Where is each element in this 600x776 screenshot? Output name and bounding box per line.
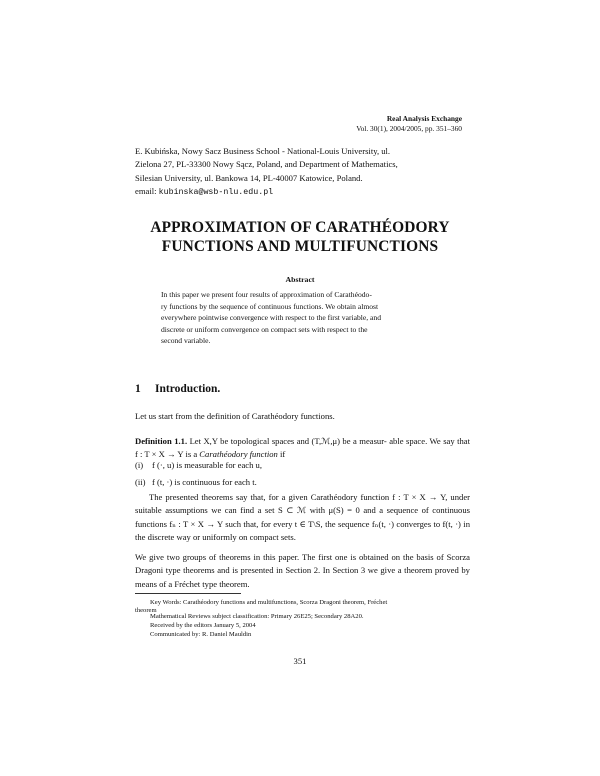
groups-paragraph (135, 551, 470, 591)
definition-item (135, 476, 470, 489)
definition-text: able space. We say that f : T × X → Y is a (135, 436, 470, 460)
section-title: Introduction. (155, 383, 221, 395)
abstract-body (161, 289, 441, 347)
item-text: f (·, u) is measurable for each u, (152, 460, 262, 470)
item-marker: (i) (135, 460, 144, 470)
abstract-heading: Abstract (285, 275, 315, 284)
definition-term: Carathéodory function (199, 449, 278, 460)
abstract-line: discrete or uniform convergence on compact sets with respect to the (161, 324, 368, 334)
footnote-msc: Mathematical Reviews subject classification: Primary 26E25; Secondary 28A20. (150, 613, 364, 620)
paper-title (100, 218, 500, 256)
item-text: f (t, ·) is continuous for each t. (152, 477, 257, 487)
definition-text: if (280, 449, 286, 460)
section-heading (135, 383, 220, 395)
footnote-communicated: Communicated by: R. Daniel Mauldin (150, 631, 252, 638)
author-email-line (135, 185, 470, 199)
abstract-line: ry functions by the sequence of continuous functions. We obtain almost (161, 301, 379, 311)
email-label: email: (135, 185, 157, 196)
footnote-keywords: Key Words: Carathéodory functions and multifunctions, Scorza Dragoni theorem, Fréchet (150, 599, 388, 606)
paragraph-line: μ(S) = 0 and a sequence of continuous functions fₙ : T × X → Y such that, (135, 505, 470, 529)
abstract-line: everywhere pointwise convergence with respect to the first variable, and (161, 313, 381, 323)
paragraph-line: or uniformly on compact sets. (193, 531, 296, 542)
title-line: APPROXIMATION OF CARATHÉODORY (150, 219, 450, 236)
email-link[interactable]: kubinska@wsb-nlu.edu.pl (158, 187, 274, 197)
paragraph-line: for every t ∈ T\S, the sequence fₙ(t, ·) converges to f(t, ·) in the discrete way (135, 518, 470, 542)
footnote-rule (135, 593, 241, 594)
paragraph-line: T × X → Y, under suitable assumptions we can find a set S ⊂ ℳ with (135, 492, 470, 516)
definition-text: Let X,Y be topological spaces and (T,ℳ,μ) be a measur- (189, 436, 387, 446)
title-line: FUNCTIONS AND MULTIFUNCTIONS (161, 238, 439, 255)
definition-item (135, 459, 470, 472)
affiliation-line: Silesian University, ul. Bankowa 14, PL-40007 Katowice, Poland. (135, 172, 363, 183)
paragraph-line: The presented theorems say that, for a given Carathéodory function f : (149, 492, 401, 502)
footnote-keywords-cont: theorem (135, 607, 157, 614)
definition-label: Definition 1.1. (135, 436, 188, 446)
affiliation-line: Zielona 27, PL-33300 Nowy Sącz, Poland, and Department of Mathematics, (135, 159, 398, 170)
paragraph-line: We give two groups of theorems in this paper. The first one is obtained on (135, 552, 401, 562)
page-number: 351 (293, 656, 307, 666)
presented-paragraph (135, 491, 470, 544)
journal-name: Real Analysis Exchange (386, 114, 462, 123)
definition-block (135, 435, 470, 462)
paragraph-line: the basis of Scorza Dragoni type theorems and is presented in Section 2. In (135, 552, 470, 576)
affiliation-line: E. Kubińska, Nowy Sacz Business School - National-Louis University, ul. (135, 146, 391, 156)
intro-paragraph: Let us start from the definition of Carathéodory functions. (135, 411, 335, 421)
item-marker: (ii) (135, 477, 146, 487)
author-affiliation (135, 145, 470, 199)
journal-header (356, 114, 462, 133)
section-number: 1 (135, 383, 141, 395)
footnote-received: Received by the editors January 5, 2004 (150, 622, 256, 629)
journal-volume: Vol. 30(1), 2004/2005, pp. 351–360 (356, 123, 462, 133)
abstract-line: second variable. (161, 336, 211, 346)
paragraph-line: Section 3 we give a theorem proved by means of a Fréchet type theorem. (135, 565, 470, 589)
abstract-line: In this paper we present four results of approximation of Carathéodo- (161, 290, 372, 299)
